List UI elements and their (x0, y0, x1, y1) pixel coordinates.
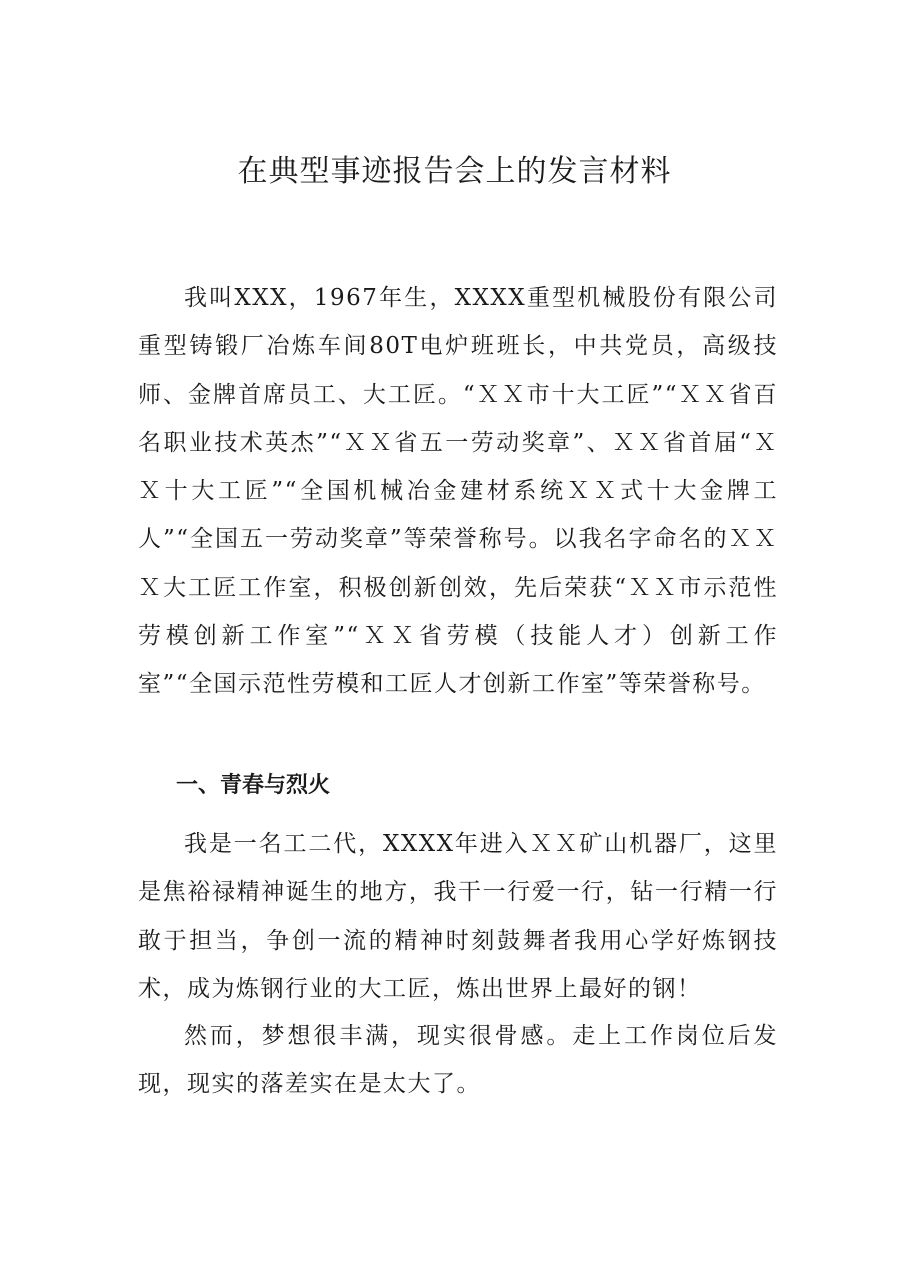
section-paragraph: 我是一名工二代，XXXX年进入ＸＸ矿山机器厂，这里是焦裕禄精神诞生的地方，我干一行爱一行，钻一行精一行敢于担当，争创一流的精神时刻鼓舞者我用心学好炼钢技术，成为炼钢行业的大工匠，炼出世界上最好的钢！ (138, 831, 778, 1002)
section-paragraph: 然而，梦想很丰满，现实很骨感。走上工作岗位后发现，现实的落差实在是太大了。 (138, 1023, 778, 1098)
intro-paragraph: 我叫XXX，1967年生，XXXX重型机械股份有限公司重型铸锻厂冶炼车间80T电炉班班长，中共党员，高级技师、金牌首席员工、大工匠。“ＸＸ市十大工匠”“ＸＸ省百名职业技术英杰”“ＸＸ省五一劳动奖章”、ＸＸ省首届“ＸＸ十大工匠”“全国机械冶金建材系统ＸＸ式十大金牌工人”“全国五一劳动奖章”等荣誉称号。以我名字命名的ＸＸＸ大工匠工作室，积极创新创效，先后荣获“ＸＸ市示范性劳模创新工作室”“ＸＸ省劳模（技能人才）创新工作室”“全国示范性劳模和工匠人才创新工作室”等荣誉称号。 (138, 285, 778, 698)
section-heading: 一、青春与烈火 (176, 773, 331, 798)
document-title: 在典型事迹报告会上的发言材料 (237, 154, 672, 189)
